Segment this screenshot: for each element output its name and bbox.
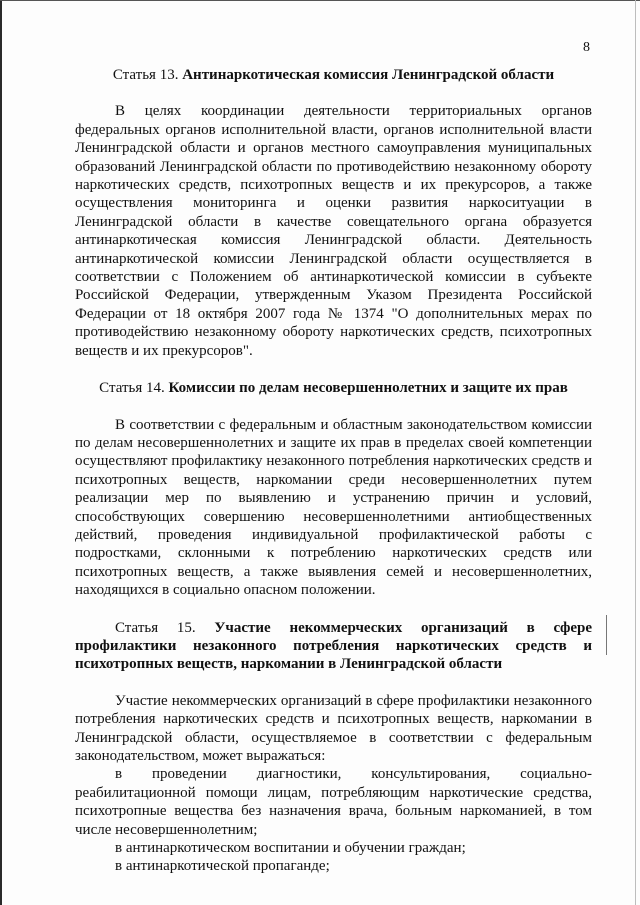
scan-edge-left bbox=[0, 0, 2, 905]
article-13-body bbox=[75, 102, 592, 360]
article-15-list-item: в проведении диагностики, консультирования, социально-реабилитационной помощи лицам, потребляющим наркотические средства, психотропные вещества без назначения врача, больным наркоманией, в том числе несовершеннолетним; bbox=[75, 766, 592, 838]
article-15-list-item: в антинаркотическом воспитании и обучении граждан; bbox=[115, 840, 466, 857]
article-15-body bbox=[75, 692, 592, 876]
article-15-paragraph: Участие некоммерческих организаций в сфере профилактики незаконного потребления наркотических средств и психотропных веществ, наркомании в Ленинградской области, осуществляемое в соответствии с федеральным законодательством, может выражаться: bbox=[75, 692, 592, 764]
margin-mark bbox=[606, 615, 607, 655]
page-number: 8 bbox=[583, 40, 590, 55]
article-14-heading bbox=[75, 379, 592, 397]
scan-edge-right bbox=[635, 0, 636, 905]
document-body bbox=[75, 66, 592, 876]
article-13-prefix: Статья 13. bbox=[112, 67, 179, 83]
article-15-title: Участие некоммерческих организаций в сфере профилактики незаконного потребления наркотических средств и психотропных веществ, наркомании в Ленинградской области bbox=[75, 619, 592, 673]
scan-edge-top bbox=[0, 0, 640, 1]
article-14-title: Комиссии по делам несовершеннолетних и защите их прав bbox=[168, 380, 568, 397]
article-14-prefix: Статья 14. bbox=[99, 380, 165, 397]
article-15-list-item: в антинаркотической пропаганде; bbox=[115, 858, 330, 875]
article-13-title: Антинаркотическая комиссия Ленинградской области bbox=[182, 67, 555, 83]
article-13-paragraph: В целях координации деятельности территориальных органов федеральных органов исполнительной власти, органов исполнительной власти Ленинградской области и органов местного самоуправления муниципальных образований Ленинградской области по противодействию незаконному обороту наркотических средств, психотропных веществ и их прекурсоров, а также осуществления мониторинга и оценки развития наркоситуации в Ленинградской области в качестве совещательного органа образуется антинаркотическая комиссия Ленинградской области. Деятельность антинаркотической комиссии Ленинградской области осуществляется в соответствии с Положением об антинаркотической комиссии в субъекте Российской Федерации, утвержденным Указом Президента Российской Федерации от 18 октября 2007 года № 1374 "О дополнительных мерах по противодействию незаконному обороту наркотических средств, психотропных веществ и их прекурсоров". bbox=[75, 103, 592, 359]
article-15-prefix: Статья 15. bbox=[115, 619, 196, 636]
article-15-heading bbox=[75, 619, 592, 674]
article-13-heading bbox=[75, 66, 592, 84]
article-14-body bbox=[75, 416, 592, 600]
article-14-paragraph: В соответствии с федеральным и областным законодательством комиссии по делам несовершеннолетних и защите их прав в пределах своей компетенции осуществляют профилактику незаконного потребления наркотических средств и психотропных веществ, наркомании среди несовершеннолетних путем реализации мер по выявлению и устранению причин и условий, способствующих совершению несовершеннолетними антиобщественных действий, проведения индивидуальной профилактической работы с подростками, склонными к потреблению наркотических средств или психотропных веществ, а также выявления семей и несовершеннолетних, находящихся в социально опасном положении. bbox=[75, 416, 592, 599]
